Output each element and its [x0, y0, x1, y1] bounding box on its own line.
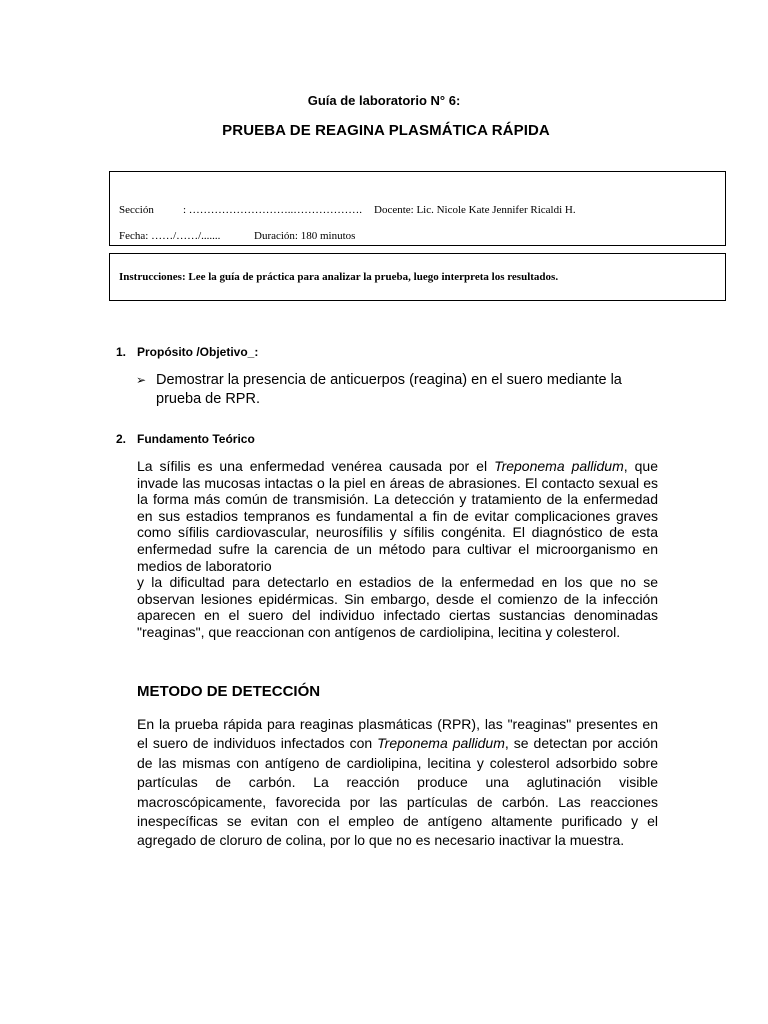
guide-title: Guía de laboratorio N° 6:	[307, 93, 461, 108]
objective-bullet-text: Demostrar la presencia de anticuerpos (reagina) en el suero mediante la prueba de RPR.	[156, 372, 622, 407]
instructions-text: Instrucciones: Lee la guía de práctica para analizar la prueba, luego interpreta los resultados.	[119, 271, 559, 283]
instructions-box	[109, 253, 726, 301]
section-2-heading	[116, 432, 255, 446]
paragraph-text: , se detectan por acción de las mismas con antígeno de cardiolipina, lecitina y colesterol adsorbido sobre partículas de carbón. La reacción produce una aglutinación visible macroscópicamente, favorecida por las partículas de carbón. Las reacciones inespecíficas se evitan con el empleo de antígeno altamente purificado y el agregado de cloruro de colina, por lo que no es necesario inactivar la muestra.	[137, 735, 658, 849]
seccion-blank: : ………………………..……………….	[183, 204, 363, 216]
fecha-blank: Fecha: ……/……/.......	[119, 230, 221, 242]
section-2-number: 2.	[116, 432, 127, 446]
seccion-label: Sección	[119, 204, 154, 216]
metodo-paragraph	[137, 715, 658, 851]
section-2-title: Fundamento Teórico	[137, 432, 255, 446]
fundamento-paragraph	[137, 458, 658, 641]
duracion-text: Duración: 180 minutos	[254, 230, 356, 242]
section-1-number: 1.	[116, 345, 127, 359]
species-name-italic: Treponema pallidum	[494, 458, 624, 474]
info-box	[109, 171, 726, 246]
paragraph-text: y la dificultad para detectarlo en estadios de la enfermedad en los que no se observan lesiones epidérmicas. Sin embargo, desde el comienzo de la infección aparecen en el suero del individuo infectado ciertas sustancias denominadas "reaginas", que reaccionan con antígenos de cardiolipina, lecitina y colesterol.	[137, 574, 658, 640]
paragraph-text: La sífilis es una enfermedad venérea causada por el	[137, 458, 495, 474]
arrow-bullet-icon: ➢	[136, 373, 147, 387]
metodo-heading: METODO DE DETECCIÓN	[137, 683, 321, 700]
docente-text: Docente: Lic. Nicole Kate Jennifer Ricaldi H.	[374, 204, 576, 216]
test-title: PRUEBA DE REAGINA PLASMÁTICA RÁPIDA	[222, 122, 550, 139]
paragraph-text: En la prueba rápida para reaginas plasmáticas (RPR), las "reaginas" presentes en el suero de individuos infectados con	[137, 716, 658, 752]
section-1-title: Propósito /Objetivo_:	[137, 345, 259, 359]
species-name-italic: Treponema pallidum	[377, 735, 505, 752]
section-1-heading	[116, 345, 258, 359]
paragraph-text: , que invade las mucosas intactas o la piel en áreas de abrasiones. El contacto sexual es la forma más común de transmisión. La detección y tratamiento de la enfermedad en sus estadios tempranos es fundamental a fin de evitar complicaciones graves como sífilis cardiovascular, neurosífilis y sífilis congénita. El diagnóstico de esta enfermedad sufre la carencia de un método para cultivar el microorganismo en medios de laboratorio	[137, 458, 658, 574]
